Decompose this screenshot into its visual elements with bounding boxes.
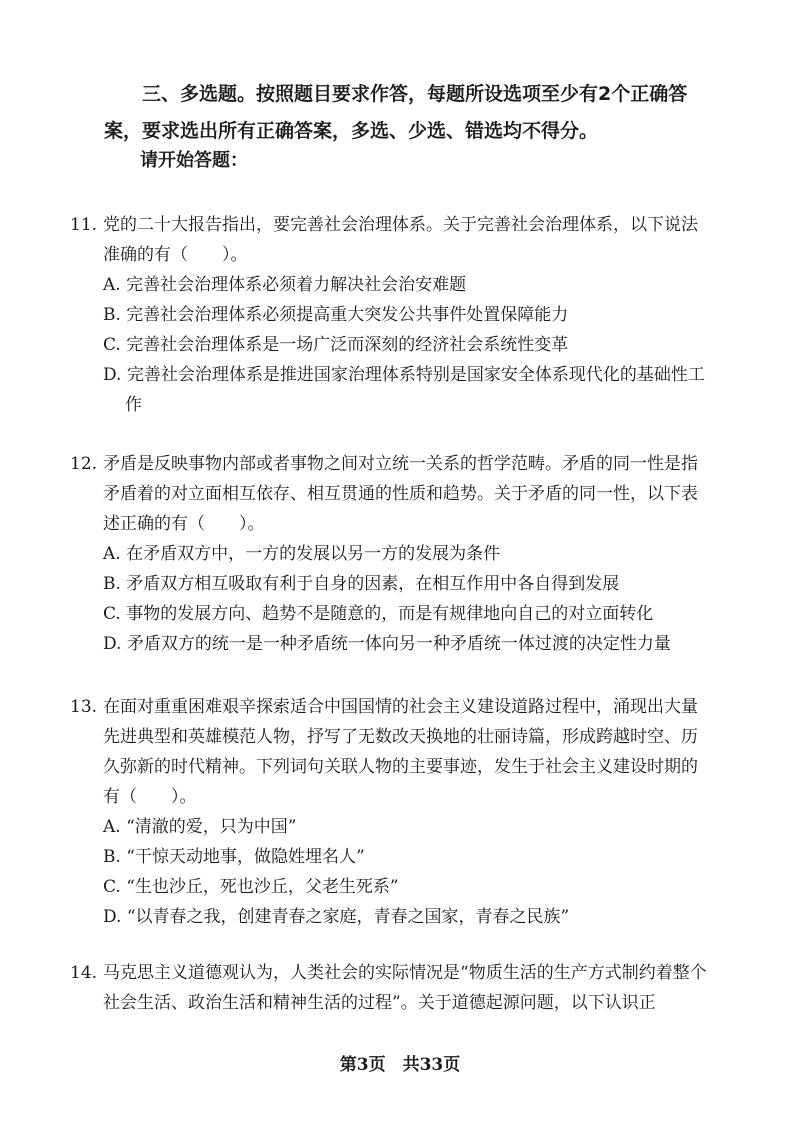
option-a[interactable]: A. 在矛盾双方中，一方的发展以另一方的发展为条件 <box>103 544 501 564</box>
question-stem <box>70 210 710 270</box>
question-number: 13. <box>70 697 98 717</box>
option-a[interactable]: A. 完善社会治理体系必须着力解决社会治安难题 <box>103 275 467 295</box>
question-number: 14. <box>70 963 98 983</box>
question-13 <box>70 692 710 932</box>
question-stem <box>70 692 710 812</box>
option-a[interactable]: A. “清澈的爱，只为中国” <box>103 817 297 837</box>
option-b[interactable]: B. 矛盾双方相互吸取有利于自身的因素，在相互作用中各自得到发展 <box>103 574 620 594</box>
option-c[interactable]: C. 事物的发展方向、趋势不是随意的，而是有规律地向自己的对立面转化 <box>103 604 654 624</box>
option-list <box>70 812 710 932</box>
question-12 <box>70 449 710 659</box>
option-d[interactable]: D. 完善社会治理体系是推进国家治理体系特别是国家安全体系现代化的基础性工作 <box>103 365 705 415</box>
question-number: 11. <box>70 215 98 235</box>
question-text: 马克思主义道德观认为，人类社会的实际情况是“物质生活的生产方式制约着整个社会生活、政治生活和精神生活的过程”。关于道德起源问题，以下认识正 <box>103 963 707 1013</box>
section-heading: 三、多选题。按照题目要求作答，每题所设选项至少有2个正确答案，要求选出所有正确答案，多选、少选、错选均不得分。 <box>104 83 688 142</box>
option-c[interactable]: C. 完善社会治理体系是一场广泛而深刻的经济社会系统性变革 <box>103 335 569 355</box>
option-b[interactable]: B. “干惊天动地事，做隐姓埋名人” <box>103 847 365 867</box>
question-number: 12. <box>70 454 98 474</box>
question-11 <box>70 210 710 420</box>
option-d[interactable]: D. 矛盾双方的统一是一种矛盾统一体向另一种矛盾统一体过渡的决定性力量 <box>103 634 671 654</box>
option-c[interactable]: C. “生也沙丘，死也沙丘，父老生死系” <box>103 877 399 897</box>
start-prompt: 请开始答题： <box>140 150 248 171</box>
question-stem <box>70 958 710 1018</box>
question-text: 矛盾是反映事物内部或者事物之间对立统一关系的哲学范畴。矛盾的同一性是指矛盾着的对立面相互依存、相互贯通的性质和趋势。关于矛盾的同一性，以下表述正确的有（ ）。 <box>103 454 698 534</box>
question-text: 在面对重重困难艰辛探索适合中国国情的社会主义建设道路过程中，涌现出大量先进典型和英雄模范人物，抒写了无数改天换地的壮丽诗篇，形成跨越时空、历久弥新的时代精神。下列词句关联人物的主要事迹，发生于社会主义建设时期的有（ ）。 <box>103 697 698 807</box>
page-footer: 第3页 共33页 <box>339 1055 461 1075</box>
option-b[interactable]: B. 完善社会治理体系必须提高重大突发公共事件处置保障能力 <box>103 305 569 325</box>
question-text: 党的二十大报告指出，要完善社会治理体系。关于完善社会治理体系，以下说法准确的有（ ）。 <box>103 215 698 265</box>
question-14 <box>70 958 710 1018</box>
question-stem <box>70 449 710 539</box>
option-list <box>70 539 710 659</box>
option-d[interactable]: D. “以青春之我，创建青春之家庭，青春之国家，青春之民族” <box>103 907 570 927</box>
option-list <box>70 270 710 420</box>
